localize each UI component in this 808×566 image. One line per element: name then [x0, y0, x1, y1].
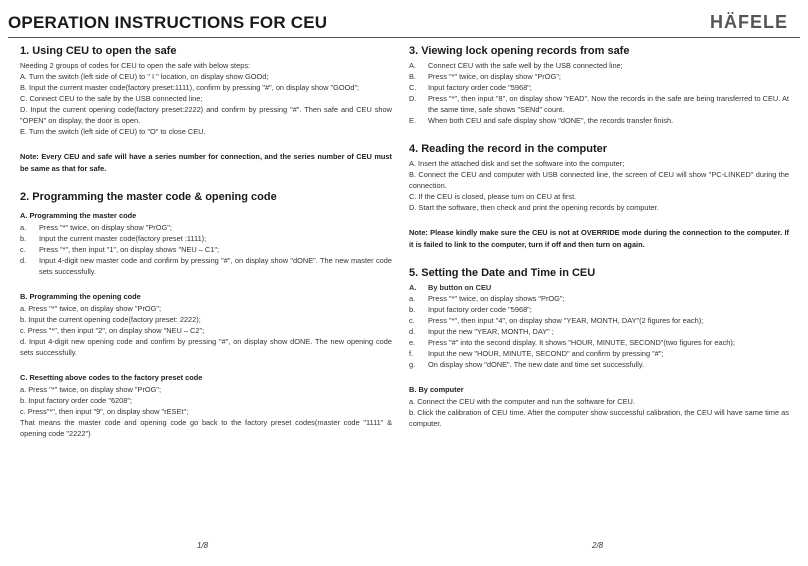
paragraph-line: E. Turn the switch (left side of CEU) to "O" to close CEU. [20, 127, 206, 136]
step-text: Input the new "YEAR, MONTH, DAY" ; [428, 327, 554, 336]
step-item [409, 359, 789, 370]
step-letter: b. [20, 234, 27, 243]
paragraph-line: a. Press "*" twice, on display show "PrOG"; [20, 304, 162, 313]
step-letter: d. [20, 256, 27, 265]
step-item [409, 60, 789, 71]
header-divider [8, 37, 800, 38]
step-text: Input factory order code "5968"; [428, 83, 532, 92]
paragraph-line: D. Input the current opening code(factory preset:2222) and confirm by pressing "#". Then safe and CEU show "OPEN" on display, the door is open. [20, 105, 392, 125]
subsection-heading: C. Resetting above codes to the factory preset code [20, 373, 203, 382]
step-item [20, 244, 392, 255]
paragraph-line: A. Turn the switch (left side of CEU) to " I " location, on display show GOOd; [20, 72, 269, 81]
hafele-logo: HÄFELE [710, 12, 788, 32]
step-text: Input factory order code "5968"; [428, 305, 532, 314]
step-text: Press "*", then input "1", on display shows "NEU – C1"; [39, 245, 220, 254]
left-column [20, 42, 392, 439]
paragraph-line: A. Insert the attached disk and set the software into the computer; [409, 159, 625, 168]
note-text: Note: Please kindly make sure the CEU is not at OVERRIDE mode during the connection to the computer. If it is failed to link to the computer, turn if off and then turn on again. [409, 228, 789, 249]
paragraph-line: B. Connect the CEU and computer with USB connected line, the screen of CEU will show "PC-LINKED" during the connection. [409, 170, 789, 190]
paragraph-line: b. Input the current opening code(factory preset: 2222); [20, 315, 201, 324]
paragraph-line: c. Press "*", then input "2", on display show "NEU – C2"; [20, 326, 205, 335]
step-item [20, 233, 392, 244]
paragraph-line: C. Connect CEU to the safe by the USB connected line; [20, 94, 203, 103]
paragraph-line: D. Start the software, then check and print the opening records by computer. [409, 203, 659, 212]
step-text: Press "*" twice, on display shows "PrOG"; [428, 294, 565, 303]
step-item [409, 293, 789, 304]
step-text: Input 4-digit new master code and confirm by pressing "#", on display show "dONE". The new master code sets successfully. [39, 256, 392, 276]
paragraph-line: C. If the CEU is closed, please turn on CEU at first. [409, 192, 577, 201]
step-letter: c. [20, 245, 26, 254]
paragraph-line: d. Input 4-digit new opening code and confirm by pressing "#", on display show dONE. The new opening code sets successfully. [20, 337, 392, 357]
paragraph-line: Needing 2 groups of codes for CEU to open the safe with below steps: [20, 61, 251, 70]
step-letter: A. [409, 61, 416, 70]
step-item [409, 93, 789, 115]
page-number: 2/8 [592, 541, 604, 550]
step-item [409, 348, 789, 359]
section-heading-1: 1. Using CEU to open the safe [20, 45, 177, 57]
step-text: Input the new "HOUR, MINUTE, SECOND" and confirm by pressing "#"; [428, 349, 664, 358]
step-text: Press "*" twice, on display show "PrOG"; [428, 72, 561, 81]
subsection-heading [409, 282, 789, 293]
step-text: Press "*" twice, on display show "PrOG"; [39, 223, 172, 232]
step-text: Press "*", then input "8", on display show "rEAD". Now the records in the safe are being transferred to CEU. At the same time, safe shows "SENd" count. [428, 94, 789, 114]
step-letter: f. [409, 349, 414, 358]
step-item [409, 71, 789, 82]
right-column [409, 42, 789, 429]
page-number: 1/8 [197, 541, 209, 550]
paragraph-line: c. Press"*", then input "9", on display show "rESEt"; [20, 407, 189, 416]
section-heading-3: 3. Viewing lock opening records from safe [409, 45, 630, 57]
paragraph-line: a. Press "*" twice, on display show "PrOG"; [20, 385, 162, 394]
paragraph-line: That means the master code and opening code go back to the factory preset codes(master code "1111" & opening code "2222") [20, 418, 392, 438]
step-text: Connect CEU with the safe well by the USB connected line; [428, 61, 623, 70]
step-item [20, 222, 392, 233]
paragraph-line: a. Connect the CEU with the computer and run the software for CEU. [409, 397, 635, 406]
step-text: Input the current master code(factory preset :1111); [39, 234, 207, 243]
step-letter: A. [409, 283, 417, 292]
paragraph-line: B. Input the current master code(factory preset:1111), confirm by pressing "#", on display show "GOOd"; [20, 83, 360, 92]
step-item [409, 337, 789, 348]
subsection-heading: A. Programming the master code [20, 211, 137, 220]
step-text: Press "*", then input "4", on display show "YEAR, MONTH, DAY"(2 figures for each); [428, 316, 704, 325]
subsection-title: By button on CEU [428, 283, 492, 292]
step-letter: C. [409, 83, 417, 92]
page-header [0, 0, 808, 40]
document-title: OPERATION INSTRUCTIONS FOR CEU [8, 13, 328, 32]
step-item [409, 326, 789, 337]
step-text: Press "#" into the second display. It shows "HOUR, MINUTE, SECOND"(two figures for each); [428, 338, 735, 347]
step-letter: a. [20, 223, 27, 232]
step-letter: e. [409, 338, 416, 347]
step-text: On display show "dONE". The new date and time set successfully. [428, 360, 645, 369]
step-letter: c. [409, 316, 415, 325]
step-letter: B. [409, 72, 416, 81]
subsection-heading: B. By computer [409, 385, 464, 394]
step-letter: d. [409, 327, 416, 336]
section-heading-4: 4. Reading the record in the computer [409, 143, 608, 155]
step-letter: E. [409, 116, 416, 125]
step-item [409, 315, 789, 326]
step-text: When both CEU and safe display show "dONE", the records transfer finish. [428, 116, 674, 125]
subsection-heading: B. Programming the opening code [20, 292, 141, 301]
step-item [20, 255, 392, 277]
step-item [409, 304, 789, 315]
step-letter: g. [409, 360, 416, 369]
paragraph-line: b. Input factory order code "6208"; [20, 396, 133, 405]
note-text: Note: Every CEU and safe will have a series number for connection, and the series number of CEU must be same as that for safe. [20, 152, 392, 173]
step-item [409, 82, 789, 93]
paragraph-line: b. Click the calibration of CEU time. After the computer show successful calibration, the CEU will have same time as computer. [409, 408, 789, 428]
step-letter: D. [409, 94, 417, 103]
section-heading-5: 5. Setting the Date and Time in CEU [409, 267, 596, 279]
section-heading-2: 2. Programming the master code & opening code [20, 191, 277, 203]
step-letter: a. [409, 294, 416, 303]
step-letter: b. [409, 305, 416, 314]
step-item [409, 115, 789, 126]
